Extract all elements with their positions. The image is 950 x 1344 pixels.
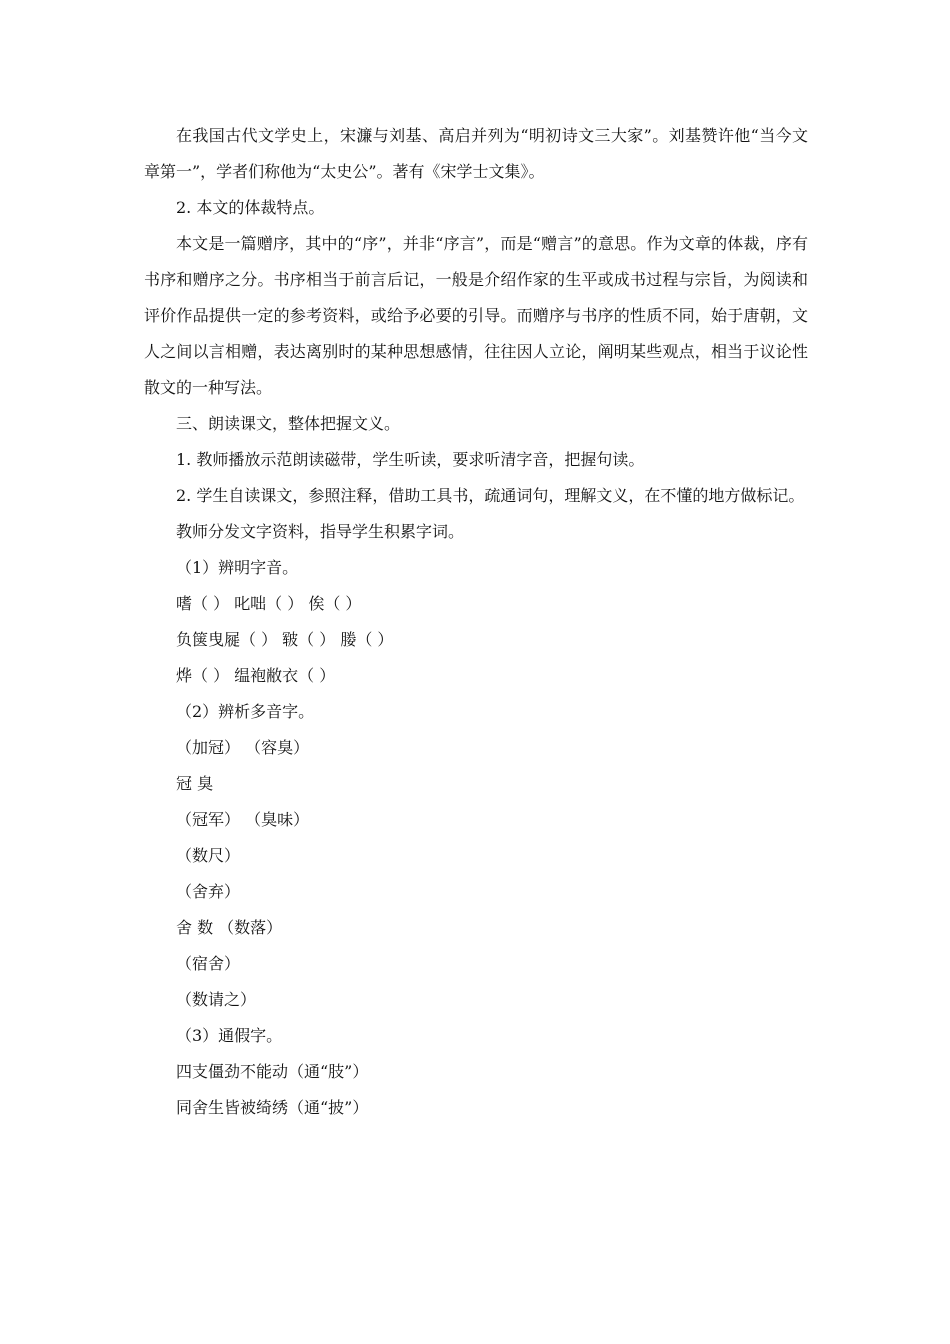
paragraph-loan-char-line-2: 同舍生皆被绮绣（通“披”） <box>176 1098 369 1117</box>
paragraph-genre-text: 本文是一篇赠序，其中的“序”，并非“序言”，而是“赠言”的意思。作为文章的体裁，序有书序和赠序之分。书序相当于前言后记，一般是介绍作家的生平或成书过程与宗旨，为阅读和评价作品提供一定的参考资料，或给予必要的引导。而赠序与书序的性质不同，始于唐朝，文人之间以言相赠，表达离别时的某种思想感情，往往因人立论，阐明某些观点，相当于议论性散文的一种写法。 <box>144 234 808 397</box>
paragraph-author-intro: 在我国古代文学史上，宋濂与刘基、高启并列为“明初诗文三大家”。刘基赞许他“当今文章第一”，学者们称他为“太史公”。著有《宋学士文集》。 <box>144 126 808 181</box>
paragraph-polyphone-line-7: （宿舍） <box>176 954 241 973</box>
paragraph-pronunciation-line-2: 负箧曳屣（ ） 皲（ ） 媵（ ） <box>176 630 394 649</box>
paragraph-loan-char-line-1: 四支僵劲不能动（通“肢”） <box>176 1062 369 1081</box>
paragraph-section-three-heading: 三、朗读课文，整体把握文义。 <box>176 414 401 433</box>
paragraph-polyphone-line-1: （加冠） （容臭） <box>176 738 310 757</box>
paragraph-polyphone-line-4: （数尺） <box>176 846 241 865</box>
paragraph-loan-char-heading: （3）通假字。 <box>176 1026 283 1045</box>
paragraph-polyphone-line-8: （数请之） <box>176 990 257 1009</box>
paragraph-polyphone-line-6: 舍 数 （数落） <box>176 918 283 937</box>
paragraph-polyphone-heading: （2）辨析多音字。 <box>176 702 315 721</box>
paragraph-polyphone-line-5: （舍弃） <box>176 882 241 901</box>
paragraph-pronunciation-heading: （1）辨明字音。 <box>176 558 299 577</box>
paragraph-step-two: 2. 学生自读课文，参照注释，借助工具书，疏通词句，理解文义，在不懂的地方做标记。 <box>176 486 805 505</box>
paragraph-polyphone-line-3: （冠军） （臭味） <box>176 810 310 829</box>
paragraph-step-one: 1. 教师播放示范朗读磁带，学生听读，要求听清字音，把握句读。 <box>176 450 645 469</box>
paragraph-handout: 教师分发文字资料，指导学生积累字词。 <box>176 522 465 541</box>
paragraph-polyphone-line-2: 冠 臭 <box>176 774 214 793</box>
paragraph-pronunciation-line-1: 嗜（ ） 叱咄（ ） 俟（ ） <box>176 594 362 613</box>
paragraph-pronunciation-line-3: 烨（ ） 缊袍敝衣（ ） <box>176 666 336 685</box>
document-body <box>144 118 808 1126</box>
paragraph-genre-heading: 2. 本文的体裁特点。 <box>176 198 325 217</box>
